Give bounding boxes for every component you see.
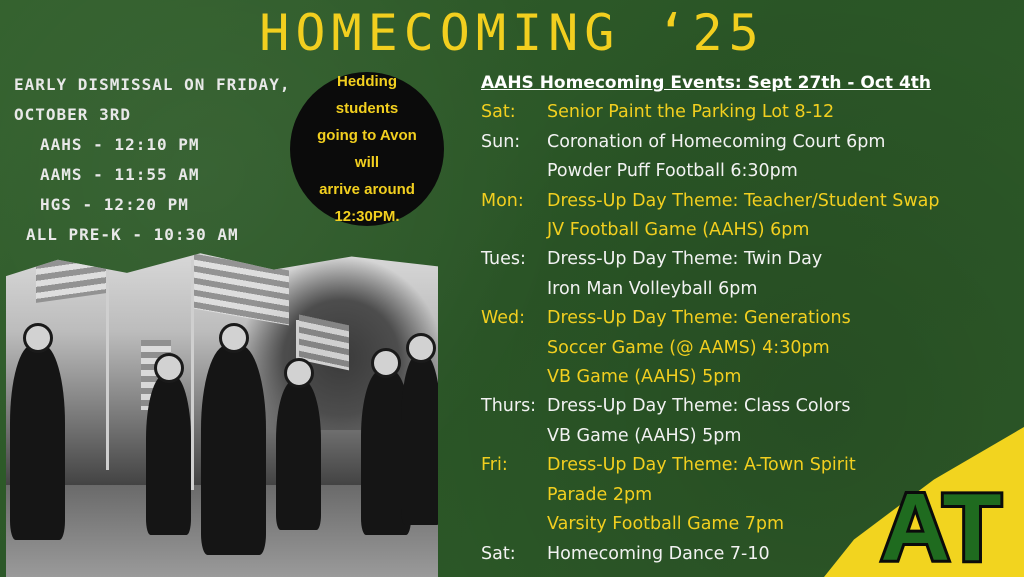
hedding-note-line2: going to Avon will xyxy=(317,127,417,171)
event-item: Powder Puff Football 6:30pm xyxy=(547,161,798,182)
dismissal-time-prek: ALL PRE-K - 10:30 AM xyxy=(26,225,239,244)
dismissal-heading-line1: EARLY DISMISSAL ON FRIDAY, xyxy=(14,75,291,94)
american-flag xyxy=(194,254,289,326)
event-item: VB Game (AAHS) 5pm xyxy=(547,425,742,446)
event-day: Thurs: xyxy=(481,396,537,417)
page-title: HOMECOMING ‘25 xyxy=(259,4,765,62)
hedding-note-line1: Hedding students xyxy=(335,73,399,117)
event-item: Coronation of Homecoming Court 6pm xyxy=(547,131,886,152)
event-item: Dress-Up Day Theme: Generations xyxy=(547,308,851,329)
event-row-mon xyxy=(481,187,1021,216)
event-day: Tues: xyxy=(481,249,526,270)
event-item: Dress-Up Day Theme: Class Colors xyxy=(547,396,851,417)
event-item: VB Game (AAHS) 5pm xyxy=(547,367,742,388)
event-day: Sun: xyxy=(481,131,521,152)
event-row-tues xyxy=(481,245,1021,274)
event-item: Parade 2pm xyxy=(547,484,653,505)
event-item: Varsity Football Game 7pm xyxy=(547,514,785,535)
flag-pole xyxy=(106,270,109,470)
hedding-note-line3: arrive around xyxy=(319,181,415,198)
dismissal-time-aahs: AAHS - 12:10 PM xyxy=(40,135,200,154)
football-player xyxy=(276,380,321,530)
football-player xyxy=(401,355,438,525)
hedding-note-line4: 12:30PM. xyxy=(334,208,400,225)
event-item: Iron Man Volleyball 6pm xyxy=(547,278,758,299)
american-flag xyxy=(36,253,106,303)
football-player xyxy=(146,375,191,535)
dismissal-time-aams: AAMS - 11:55 AM xyxy=(40,165,200,184)
event-day: Sat: xyxy=(481,102,516,123)
event-row-thurs xyxy=(481,392,1021,421)
events-header: AAHS Homecoming Events: Sept 27th - Oct 4th xyxy=(481,73,932,93)
event-day: Fri: xyxy=(481,455,508,476)
at-logo-text: AT xyxy=(880,478,1002,574)
event-item: Senior Paint the Parking Lot 8-12 xyxy=(547,102,835,123)
football-player xyxy=(10,345,65,540)
event-item: Dress-Up Day Theme: Twin Day xyxy=(547,249,823,270)
football-player xyxy=(201,345,266,555)
event-row-wed xyxy=(481,304,1021,333)
event-item: JV Football Game (AAHS) 6pm xyxy=(547,220,810,241)
event-day: Wed: xyxy=(481,308,526,329)
event-item: Dress-Up Day Theme: Teacher/Student Swap xyxy=(547,190,940,211)
event-item: Homecoming Dance 7-10 xyxy=(547,543,770,564)
event-item: Soccer Game (@ AAMS) 4:30pm xyxy=(547,337,830,358)
hedding-note-text xyxy=(308,68,426,230)
event-row-sun xyxy=(481,128,1021,157)
event-item: Dress-Up Day Theme: A-Town Spirit xyxy=(547,455,856,476)
hedding-note-circle xyxy=(290,72,444,226)
dismissal-time-hgs: HGS - 12:20 PM xyxy=(40,195,189,214)
event-day: Mon: xyxy=(481,190,524,211)
event-row-sat xyxy=(481,98,1021,127)
football-team-photo xyxy=(6,250,438,577)
at-logo xyxy=(865,478,1017,574)
event-day: Sat: xyxy=(481,543,516,564)
dismissal-heading-line2: OCTOBER 3RD xyxy=(14,105,131,124)
